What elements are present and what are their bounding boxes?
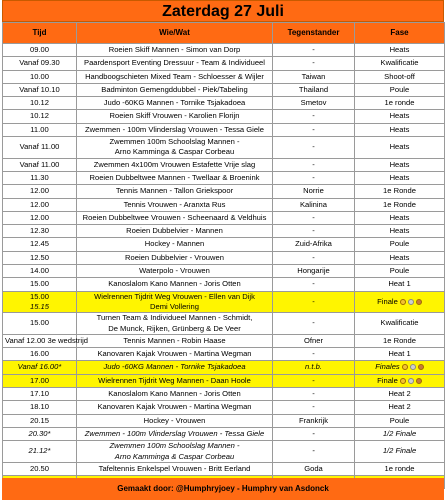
cell-time: 20.30* [3,427,77,440]
table-row [3,198,445,211]
table-row [3,110,445,123]
cell-phase [355,414,445,427]
cell-phase [355,123,445,136]
cell-event [77,158,273,171]
cell-phase [355,171,445,184]
cell-time: 12.00 [3,185,77,198]
cell-phase-label: Poule [389,415,410,425]
cell-time: 18.10 [3,401,77,414]
cell-event-line: Tafeltennis Enkelspel Vrouwen - Britt Eerland [98,463,251,473]
cell-event [77,70,273,83]
cell-time: 17.00 [3,374,77,387]
cell-time: Vanaf 09.30 [3,57,77,70]
cell-phase-label: Poule [389,266,410,276]
cell-phase [355,462,445,475]
cell-time: Vanaf 10.10 [3,83,77,96]
cell-opponent: - [273,123,355,136]
cell-opponent: Frankrijk [273,414,355,427]
cell-event-line: Demi Vollering [150,301,199,311]
cell-phase-label: Heats [389,159,410,169]
cell-opponent: - [273,137,355,159]
bronze-medal-icon [418,364,424,370]
cell-event [77,414,273,427]
table-row [3,361,445,374]
table-row [3,291,445,313]
cell-phase-label: Shoot-off [384,71,415,81]
footer-credit: Gemaakt door: @Humphryjoey - Humphry van Asdonck [2,478,444,500]
cell-time: 20.50 [3,462,77,475]
cell-time: Vanaf 11.00 [3,137,77,159]
cell-phase-label: 1e Ronde [383,335,416,345]
silver-medal-icon [408,378,414,384]
cell-event-line: Zwemmen 100m Schoolslag Mannen - [109,441,240,451]
cell-time: 16.00 [3,348,77,361]
cell-phase-label: Heats [389,45,410,54]
cell-opponent: - [273,211,355,224]
header-event: Wie/Wat [77,23,273,44]
cell-event-line: Waterpolo - Vrouwen [139,266,210,276]
cell-phase [355,198,445,211]
table-row [3,97,445,110]
cell-event [77,361,273,374]
cell-phase-label: 1/2 Finale [382,428,417,438]
cell-time: Vanaf 12.00 3e wedstrijd [3,334,77,347]
cell-time: 15.00 [3,313,77,335]
cell-opponent: - [273,110,355,123]
cell-time: 11.30 [3,171,77,184]
cell-event-line: Roeien Dubbelvier - Mannen [126,226,223,236]
cell-event-line: Judo -60KG Mannen - Tornike Tsjakadoea [103,362,246,372]
cell-phase [355,211,445,224]
table-row [3,374,445,387]
cell-event-line: Tennis Mannen - Tallon Griekspoor [115,186,234,196]
cell-time: 12.00 [3,211,77,224]
cell-phase [355,97,445,110]
cell-event-line: Handboogschieten Mixed Team - Schloesser & Wijler [85,71,264,81]
cell-event-line: Arno Kamminga & Caspar Corbeau [114,451,235,461]
cell-phase [355,278,445,291]
table-row [3,348,445,361]
cell-phase-label: Kwalificatie [380,58,419,68]
cell-phase-label: 1/2 Finale [382,446,417,456]
cell-opponent: - [273,171,355,184]
cell-time: 10.12 [3,110,77,123]
table-row [3,238,445,251]
table-row [3,137,445,159]
cell-event-line: Kanovaren Kajak Vrouwen - Martina Wegman [97,349,252,359]
cell-event [77,427,273,440]
cell-opponent: Goda [273,462,355,475]
cell-event-line: Zwemmen 100m Schoolslag Mannen - [109,137,240,147]
schedule-table [2,22,445,489]
cell-phase [355,83,445,96]
cell-event [77,348,273,361]
cell-phase-label: Finales [375,362,400,372]
cell-event-line: Roeien Dubbelvier - Vrouwen [125,252,224,262]
table-row [3,171,445,184]
cell-phase [355,110,445,123]
cell-event [77,265,273,278]
cell-time [3,291,77,313]
cell-phase [355,401,445,414]
cell-phase [355,70,445,83]
cell-opponent: n.t.b. [273,361,355,374]
cell-phase [355,313,445,335]
table-row [3,441,445,463]
bronze-medal-icon [416,378,422,384]
cell-opponent: - [273,374,355,387]
cell-phase-label: Heats [389,172,410,182]
cell-phase [355,388,445,401]
cell-phase-label: 1e Ronde [383,186,416,196]
cell-phase [355,158,445,171]
cell-time-line: 15.15 [29,301,49,311]
cell-event [77,171,273,184]
bronze-medal-icon [416,299,422,305]
cell-event [77,185,273,198]
cell-phase-label: Heat 1 [388,349,411,359]
cell-opponent: - [273,348,355,361]
cell-event-line: Arno Kamminga & Caspar Corbeau [114,147,235,157]
cell-phase-label: Heat 2 [388,402,411,412]
cell-opponent: - [273,313,355,335]
cell-phase [355,185,445,198]
cell-phase-label: Heat 2 [388,389,411,399]
cell-phase-label: Heats [389,226,410,236]
table-row [3,427,445,440]
cell-phase-label: Finale [377,296,398,306]
cell-event-line: Paardensport Eventing Dressuur - Team & Individueel [84,58,265,68]
cell-opponent: - [273,291,355,313]
gold-medal-icon [400,299,406,305]
table-row [3,278,445,291]
table-row [3,462,445,475]
cell-phase [355,44,445,57]
cell-phase [355,265,445,278]
silver-medal-icon [410,364,416,370]
table-row [3,83,445,96]
table-row [3,211,445,224]
cell-time: 12.50 [3,251,77,264]
cell-opponent: - [273,158,355,171]
cell-phase-label: Heats [389,124,410,134]
cell-event-line: Roeien Dubbeltwee Vrouwen - Scheenaard & Veldhuis [82,212,267,222]
cell-opponent: Ofner [273,334,355,347]
table-row [3,414,445,427]
cell-time: 15.00 [3,278,77,291]
cell-event-line: Zwemmen - 100m Vlinderslag Vrouwen - Tessa Giele [84,428,265,438]
cell-event [77,57,273,70]
cell-phase [355,225,445,238]
cell-event [77,44,273,57]
cell-time: 20.15 [3,414,77,427]
cell-phase [355,57,445,70]
cell-event [77,238,273,251]
cell-phase-label: 1e ronde [384,98,415,108]
cell-event-line: Judo -60KG Mannen - Tornike Tsjakadoea [103,98,246,108]
cell-event-line: De Munck, Rijken, Grünberg & De Veer [108,323,241,333]
cell-opponent: Zuid-Afrika [273,238,355,251]
cell-phase-label: Heats [389,252,410,262]
cell-event-line: Roeien Dubbeltwee Mannen - Twellaar & Broenink [89,172,260,182]
table-row [3,44,445,57]
cell-event [77,374,273,387]
cell-opponent: - [273,401,355,414]
page-title: Zaterdag 27 Juli [2,0,444,22]
cell-event-line: Zwemmen - 100m Vlinderslag Vrouwen - Tessa Giele [85,124,264,134]
cell-event [77,123,273,136]
cell-time: 10.12 [3,97,77,110]
cell-opponent: Smetov [273,97,355,110]
cell-opponent: - [273,57,355,70]
header-time: Tijd [3,23,77,44]
cell-phase-label: 1e ronde [384,463,415,473]
cell-event-line: Kanoslalom Kano Mannen - Joris Otten [108,389,241,399]
cell-phase-label: Poule [389,239,410,249]
cell-event-line: Wielrennen Tijdrit Weg Mannen - Daan Hoole [98,375,251,385]
cell-phase-label: 1e Ronde [383,199,416,209]
cell-time: 21.12* [3,441,77,463]
cell-opponent: - [273,441,355,463]
cell-time: Vanaf 16.00* [3,361,77,374]
cell-event [77,110,273,123]
gold-medal-icon [402,364,408,370]
cell-event-line: Tennis Vrouwen - Aranxta Rus [123,199,226,209]
table-row [3,388,445,401]
cell-event [77,278,273,291]
cell-event [77,198,273,211]
cell-time: 11.00 [3,123,77,136]
cell-event-line: Kanovaren Kajak Vrouwen - Martina Wegman [97,402,252,412]
cell-phase [355,427,445,440]
cell-opponent: - [273,251,355,264]
cell-opponent: Kalinina [273,198,355,211]
cell-phase-label: Poule [389,84,410,94]
cell-phase-label: Finale [377,375,398,385]
cell-event-line: Turnen Team & Individueel Mannen - Schmidt, [96,313,253,323]
table-row [3,251,445,264]
cell-phase-label: Heats [389,212,410,222]
cell-event [77,401,273,414]
cell-opponent: - [273,44,355,57]
cell-time-line: 15.00 [29,291,49,301]
cell-phase [355,291,445,313]
cell-opponent: Thailand [273,83,355,96]
gold-medal-icon [400,378,406,384]
cell-event [77,211,273,224]
silver-medal-icon [408,299,414,305]
cell-phase-label: Heats [389,142,410,152]
cell-phase [355,334,445,347]
cell-phase [355,251,445,264]
cell-opponent: - [273,225,355,238]
cell-phase-label: Heat 1 [388,279,411,289]
cell-phase [355,137,445,159]
header-phase: Fase [355,23,445,44]
cell-event [77,83,273,96]
cell-event [77,388,273,401]
cell-opponent: - [273,427,355,440]
table-row [3,334,445,347]
table-row [3,123,445,136]
cell-event-line: Kanoslalom Kano Mannen - Joris Otten [108,279,241,289]
cell-event [77,97,273,110]
cell-event [77,291,273,313]
cell-phase [355,374,445,387]
table-row [3,70,445,83]
cell-event-line: Zwemmen 4x100m Vrouwen Estafette Vrije slag [93,159,256,169]
cell-time: 12.00 [3,198,77,211]
cell-event [77,225,273,238]
table-row [3,57,445,70]
cell-phase-label: Heats [389,111,410,121]
cell-phase [355,361,445,374]
cell-event-line: Roeien Skiff Vrouwen - Karolien Florijn [109,111,240,121]
cell-event [77,441,273,463]
cell-event [77,462,273,475]
cell-event-line: Badminton Gemengddubbel - Piek/Tabeling [101,84,248,94]
cell-phase-label: Kwalificatie [380,318,419,328]
cell-opponent: - [273,278,355,291]
cell-opponent: Hongarije [273,265,355,278]
cell-event [77,313,273,335]
cell-event-line: Wielrennen Tijdrit Weg Vrouwen - Ellen van Dijk [94,291,255,301]
cell-opponent: Taiwan [273,70,355,83]
cell-event-line: Hockey - Mannen [144,239,205,249]
table-row [3,313,445,335]
cell-event [77,251,273,264]
cell-time: 10.00 [3,70,77,83]
table-row [3,158,445,171]
cell-phase [355,238,445,251]
cell-time: 12.30 [3,225,77,238]
cell-event [77,334,273,347]
cell-event [77,137,273,159]
table-row [3,185,445,198]
table-row [3,265,445,278]
cell-event-line: Hockey - Vrouwen [143,415,206,425]
table-row [3,225,445,238]
cell-time: 17.10 [3,388,77,401]
header-opponent: Tegenstander [273,23,355,44]
cell-time: 14.00 [3,265,77,278]
cell-event-line: Tennis Mannen - Robin Haase [123,335,226,345]
cell-event-line: Roeien Skiff Mannen - Simon van Dorp [108,45,241,54]
cell-time: 09.00 [3,44,77,57]
table-row [3,401,445,414]
cell-time: Vanaf 11.00 [3,158,77,171]
cell-opponent: - [273,388,355,401]
cell-phase [355,441,445,463]
table-header-row [3,23,445,44]
cell-opponent: Norrie [273,185,355,198]
cell-time: 12.45 [3,238,77,251]
cell-phase [355,348,445,361]
